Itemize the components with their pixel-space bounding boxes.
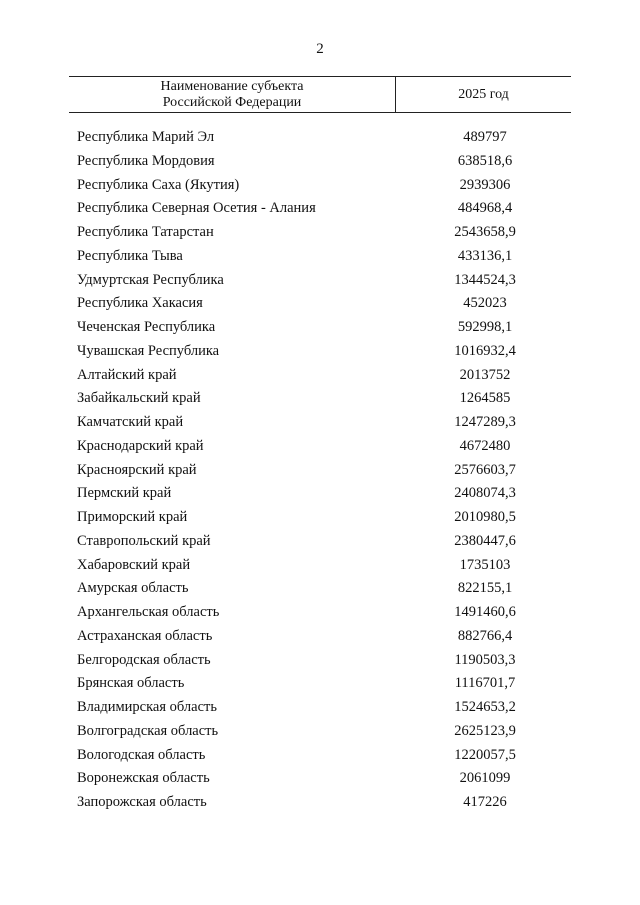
table-row [0,245,640,269]
table-row [0,554,640,578]
region-name: Чеченская Республика [77,319,216,335]
region-name: Приморский край [77,509,188,525]
table-row [0,506,640,530]
region-value: 592998,1 [457,319,513,335]
region-value: 2939306 [459,176,511,193]
table-row [0,720,640,744]
region-value: 489797 [463,129,507,145]
table-row [0,767,640,791]
page-number: 2 [316,41,324,57]
region-value: 1735103 [459,556,511,573]
table-row [0,649,640,673]
table-row [0,459,640,483]
table-row [0,791,640,815]
header-region-name-line2: Российской Федерации [162,95,302,110]
table-row [0,364,640,388]
table-row [0,269,640,293]
region-name: Белгородская область [77,651,211,668]
table-row [0,601,640,625]
header-region-name [69,77,396,112]
region-value: 452023 [463,295,507,312]
region-value: 417226 [463,794,507,810]
region-value: 433136,1 [457,247,513,264]
region-value: 1220057,5 [454,746,516,763]
table-row [0,411,640,435]
region-name: Республика Хакасия [77,295,203,312]
table-row [0,126,640,150]
table-row [0,316,640,340]
region-name: Республика Татарстан [77,224,214,240]
table-row [0,482,640,506]
region-value: 1247289,3 [454,414,516,430]
table-row [0,174,640,198]
region-name: Забайкальский край [77,390,201,407]
region-name: Брянская область [77,675,185,692]
region-value: 2061099 [459,770,511,787]
region-name: Республика Тыва [77,247,183,264]
region-value: 2010980,5 [454,509,516,525]
region-name: Вологодская область [77,746,206,763]
region-value: 2576603,7 [454,461,516,478]
region-value: 1190503,3 [454,651,516,668]
region-name: Республика Саха (Якутия) [77,176,240,193]
region-value: 1116701,7 [454,675,516,692]
region-name: Пермский край [77,485,172,502]
region-name: Камчатский край [77,414,184,430]
region-name: Республика Марий Эл [77,129,215,145]
region-value: 2543658,9 [454,224,516,240]
region-name: Воронежская область [77,770,210,787]
table-row [0,292,640,316]
table-header [69,76,571,113]
table-row [0,387,640,411]
region-name: Хабаровский край [77,556,191,573]
header-year: 2025 год [458,87,509,102]
region-name: Астраханская область [77,627,213,644]
region-value: 1344524,3 [454,271,516,288]
table-body [0,126,640,815]
region-name: Республика Северная Осетия - Алания [77,200,316,217]
region-value: 2408074,3 [454,485,516,502]
table-row [0,696,640,720]
region-name: Волгоградская область [77,722,219,739]
region-value: 2380447,6 [454,532,516,549]
table-row [0,744,640,768]
region-value: 2013752 [459,366,511,383]
region-name: Красноярский край [77,461,197,478]
region-name: Запорожская область [77,794,207,810]
region-name: Ставропольский край [77,532,211,549]
region-name: Алтайский край [77,366,177,383]
region-value: 1016932,4 [454,342,516,359]
region-name: Краснодарский край [77,437,204,454]
table-row [0,530,640,554]
region-value: 484968,4 [457,200,513,217]
table-row [0,150,640,174]
region-name: Удмуртская Республика [77,271,224,288]
table-row [0,672,640,696]
region-name: Владимирская область [77,699,217,715]
table-row [0,197,640,221]
region-name: Амурская область [77,580,189,597]
region-value: 1264585 [459,390,511,407]
region-value: 1524653,2 [454,699,516,715]
table-row [0,221,640,245]
region-value: 1491460,6 [454,604,516,620]
region-value: 882766,4 [457,627,513,644]
region-name: Архангельская область [77,604,220,620]
region-name: Республика Мордовия [77,152,215,169]
table-row [0,435,640,459]
region-value: 822155,1 [457,580,513,597]
region-value: 4672480 [459,437,511,454]
table-row [0,340,640,364]
table-row [0,625,640,649]
region-value: 638518,6 [457,152,513,169]
table-row [0,577,640,601]
region-value: 2625123,9 [454,722,516,739]
region-name: Чувашская Республика [77,342,220,359]
header-region-name-line1: Наименование субъекта [160,79,304,94]
